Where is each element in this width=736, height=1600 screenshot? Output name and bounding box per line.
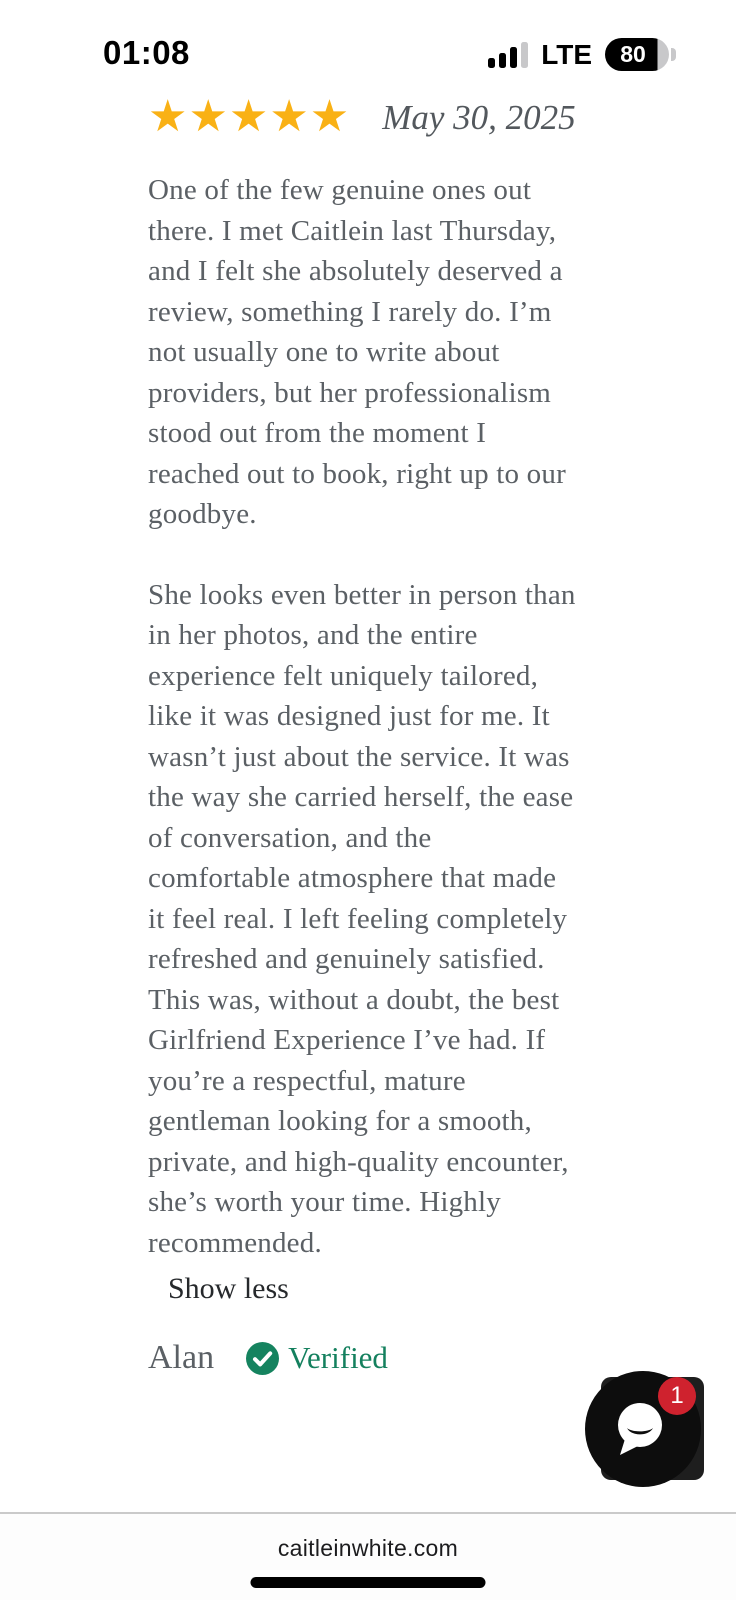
status-time: 01:08 bbox=[103, 34, 190, 71]
home-indicator[interactable] bbox=[251, 1577, 486, 1588]
review-card bbox=[148, 92, 578, 1377]
status-bar bbox=[0, 0, 736, 84]
review-paragraph-1: One of the few genuine ones out there. I met Caitlein last Thursday, and I felt she absolutely deserved a review, something I rarely do. I’m not usually one to write about providers, but her professionalism stood out from the moment I reached out to book, right up to our goodbye. bbox=[148, 174, 566, 530]
chat-unread-count: 1 bbox=[670, 1382, 684, 1409]
rating-row bbox=[148, 92, 578, 148]
cellular-signal-icon bbox=[488, 42, 528, 68]
network-type-label: LTE bbox=[541, 38, 592, 70]
verified-label: Verified bbox=[288, 1340, 388, 1375]
battery-icon bbox=[605, 38, 676, 71]
star-rating-icon: ★★★★★ bbox=[148, 91, 351, 142]
address-bar[interactable]: caitleinwhite.com bbox=[277, 1535, 459, 1561]
battery-cap bbox=[671, 48, 676, 61]
review-paragraph-2: She looks even better in person than in her photos, and the entire experience felt uniquely tailored, like it was designed just for me. It wasn’t just about the service. It was the way she carried herself, the ease of conversation, and the comfortable atmosphere that made it feel real. I left feeling completely refreshed and genuinely satisfied. This was, without a doubt, the best Girlfriend Experience I’ve had. If you’re a respectful, mature gentleman looking for a smooth, private, and high-quality encounter, she’s worth your time. Highly recommended. bbox=[148, 578, 576, 1259]
chat-widget-button[interactable] bbox=[601, 1377, 704, 1480]
browser-bottom-bar bbox=[0, 1512, 736, 1600]
verified-check-icon bbox=[246, 1342, 279, 1375]
battery-percent-label: 80 bbox=[620, 41, 646, 67]
review-body bbox=[148, 170, 578, 1263]
show-less-link[interactable]: Show less bbox=[168, 1272, 289, 1305]
verified-badge bbox=[246, 1340, 388, 1376]
review-date: May 30, 2025 bbox=[382, 98, 576, 137]
reviewer-name: Alan bbox=[148, 1339, 215, 1376]
chat-bubble-icon bbox=[612, 1397, 668, 1457]
chat-unread-badge bbox=[658, 1377, 696, 1415]
reviewer-row bbox=[148, 1339, 578, 1377]
status-icons bbox=[488, 38, 676, 71]
